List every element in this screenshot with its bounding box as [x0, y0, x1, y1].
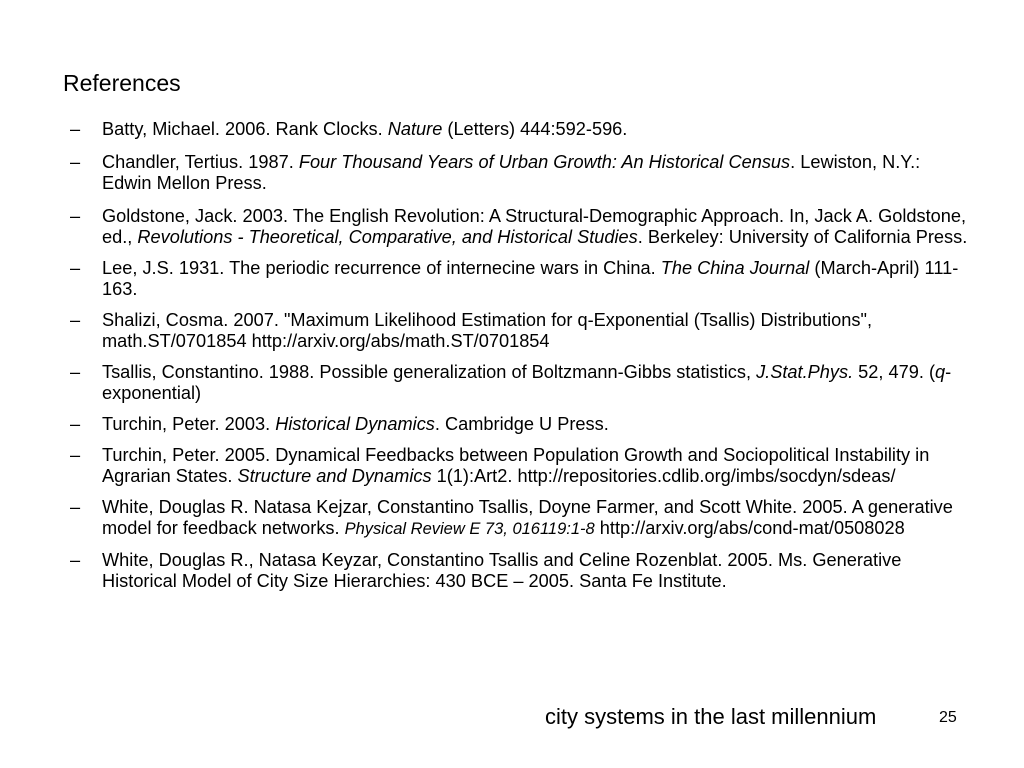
reference-book-title: Four Thousand Years of Urban Growth: An Historical Census [298, 152, 791, 172]
reference-text: Chandler, Tertius. 1987. [102, 152, 299, 172]
bullet-dash: – [70, 414, 81, 434]
reference-text: Batty, Michael. 2006. Rank Clocks. [102, 119, 388, 139]
reference-list [70, 119, 970, 604]
reference-text: . Berkeley: University of California Press. [637, 227, 968, 247]
reference-journal: J.Stat.Phys. [756, 362, 854, 382]
reference-text: . Lewiston, N.Y.: Edwin Mellon Press. [102, 152, 921, 193]
bullet-dash: – [70, 497, 81, 517]
bullet-dash: – [70, 258, 81, 278]
reference-text: Turchin, Peter. 2005. Dynamical Feedbacks between Population Growth and Sociopolitical Instability in Agrarian States. [102, 445, 930, 486]
reference-journal: Structure and Dynamics [237, 466, 432, 486]
reference-item [70, 258, 970, 300]
bullet-dash: – [70, 152, 81, 172]
reference-journal: The China Journal [660, 258, 810, 278]
bullet-dash: – [70, 119, 81, 139]
reference-book-title: Historical Dynamics [275, 414, 435, 434]
reference-item [70, 310, 970, 352]
reference-item [70, 152, 970, 194]
reference-item [70, 550, 970, 592]
reference-text: -exponential) [102, 362, 952, 403]
reference-text: White, Douglas R. Natasa Kejzar, Constantino Tsallis, Doyne Farmer, and Scott White. 2005. A generative model for feedback networks. [102, 497, 953, 538]
reference-journal: Physical Review E 73, 016119:1-8 [344, 520, 595, 538]
reference-item [70, 119, 970, 140]
reference-text: Lee, J.S. 1931. The periodic recurrence of internecine wars in China. [102, 258, 661, 278]
reference-text: 52, 479. ( [853, 362, 936, 382]
reference-text: (Letters) 444:592-596. [442, 119, 628, 139]
reference-text: Tsallis, Constantino. 1988. Possible generalization of Boltzmann-Gibbs statistics, [102, 362, 757, 382]
reference-item [70, 362, 970, 404]
reference-item [70, 206, 970, 248]
bullet-dash: – [70, 206, 81, 226]
bullet-dash: – [70, 362, 81, 382]
bullet-dash: – [70, 310, 81, 330]
bullet-dash: – [70, 445, 81, 465]
reference-text: White, Douglas R., Natasa Keyzar, Constantino Tsallis and Celine Rozenblat. 2005. Ms. Generative Historical Model of City Size Hierarchies: 430 BCE – 2005. Santa Fe Institute. [102, 550, 902, 591]
reference-text: Shalizi, Cosma. 2007. "Maximum Likelihood Estimation for q-Exponential (Tsallis) Distributions", math.ST/0701854 http://arxiv.org/abs/math.ST/0701854 [102, 310, 873, 351]
reference-item [70, 445, 970, 487]
reference-text: 1(1):Art2. http://repositories.cdlib.org/imbs/socdyn/sdeas/ [431, 466, 896, 486]
reference-term: q [935, 362, 946, 382]
page-number: 25 [939, 709, 957, 726]
reference-journal: Nature [387, 119, 443, 139]
reference-text: Goldstone, Jack. 2003. The English Revolution: A Structural-Demographic Approach. In, Jack A. Goldstone, ed., [102, 206, 967, 247]
page-title: References [63, 70, 181, 96]
reference-book-title: Revolutions - Theoretical, Comparative, and Historical Studies [137, 227, 638, 247]
reference-text: Turchin, Peter. 2003. [102, 414, 276, 434]
reference-item [70, 414, 970, 435]
reference-item [70, 497, 970, 540]
reference-text: (March-April) 111-163. [102, 258, 959, 299]
bullet-dash: – [70, 550, 81, 570]
reference-text: http://arxiv.org/abs/cond-mat/0508028 [594, 518, 905, 538]
reference-text: . Cambridge U Press. [434, 414, 609, 434]
footer-title: city systems in the last millennium [545, 704, 877, 729]
